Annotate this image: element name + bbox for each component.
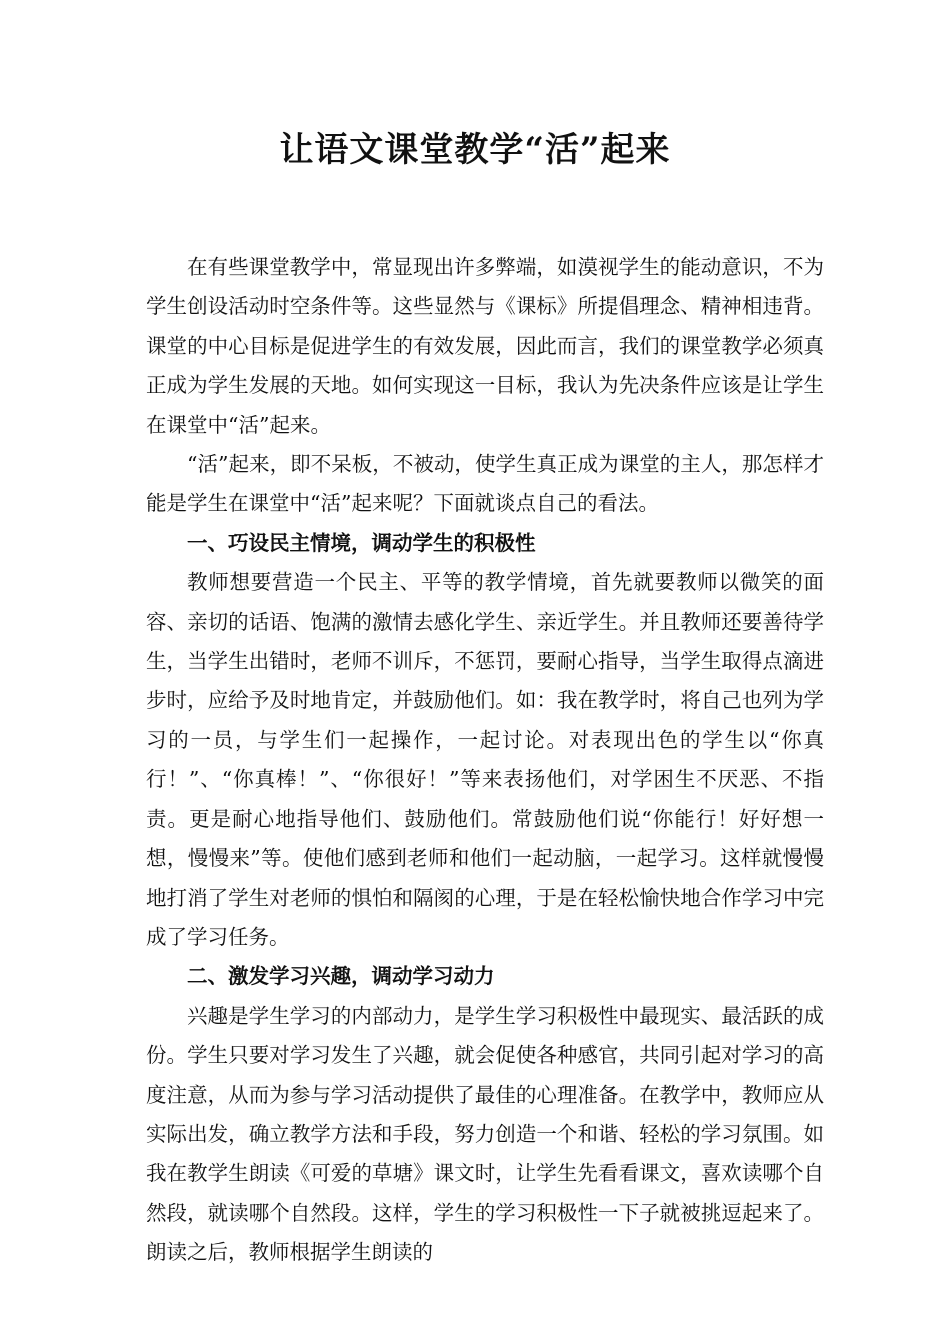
intro-paragraph-2: “活”起来，即不呆板，不被动，使学生真正成为课堂的主人，那怎样才能是学生在课堂中“活”起来呢？下面就谈点自己的看法。 xyxy=(146,452,824,516)
intro-paragraph-1: 在有些课堂教学中，常显现出许多弊端，如漠视学生的能动意识，不为学生创设活动时空条件等。这些显然与《课标》所提倡理念、精神相违背。课堂的中心目标是促进学生的有效发展，因此而言，我们的课堂教学必须真正成为学生发展的天地。如何实现这一目标，我认为先决条件应该是让学生在课堂中“活”起来。 xyxy=(146,255,824,437)
section-1-heading: 一、巧设民主情境，调动学生的积极性 xyxy=(187,530,536,555)
section-1-paragraph: 教师想要营造一个民主、平等的教学情境，首先就要教师以微笑的面容、亲切的话语、饱满的激情去感化学生、亲近学生。并且教师还要善待学生，当学生出错时，老师不训斥，不惩罚，要耐心指导，当学生取得点滴进步时，应给予及时地肯定，并鼓励他们。如：我在教学时，将自己也列为学习的一员，与学生们一起操作，一起讨论。对表现出色的学生以“你真行！”、“你真棒！”、“你很好！”等来表扬他们，对学困生不厌恶、不指责。更是耐心地指导他们、鼓励他们。常鼓励他们说“你能行！好好想一想，慢慢来”等。使他们感到老师和他们一起动脑，一起学习。这样就慢慢地打消了学生对老师的惧怕和隔阂的心理，于是在轻松愉快地合作学习中完成了学习任务。 xyxy=(146,570,824,949)
document-title: 让语文课堂教学“活”起来 xyxy=(279,130,671,170)
section-2-paragraph: 兴趣是学生学习的内部动力，是学生学习积极性中最现实、最活跃的成份。学生只要对学习发生了兴趣，就会促使各种感官，共同引起对学习的高度注意，从而为参与学习活动提供了最佳的心理准备。在教学中，教师应从实际出发，确立教学方法和手段，努力创造一个和谐、轻松的学习氛围。如我在教学生朗读《可爱的草塘》课文时，让学生先看看课文，喜欢读哪个自然段，就读哪个自然段。这样，学生的学习积极性一下子就被挑逗起来了。朗读之后，教师根据学生朗读的 xyxy=(146,1003,824,1265)
section-2-heading: 二、激发学习兴趣，调动学习动力 xyxy=(187,964,495,989)
document-body xyxy=(146,248,824,1273)
